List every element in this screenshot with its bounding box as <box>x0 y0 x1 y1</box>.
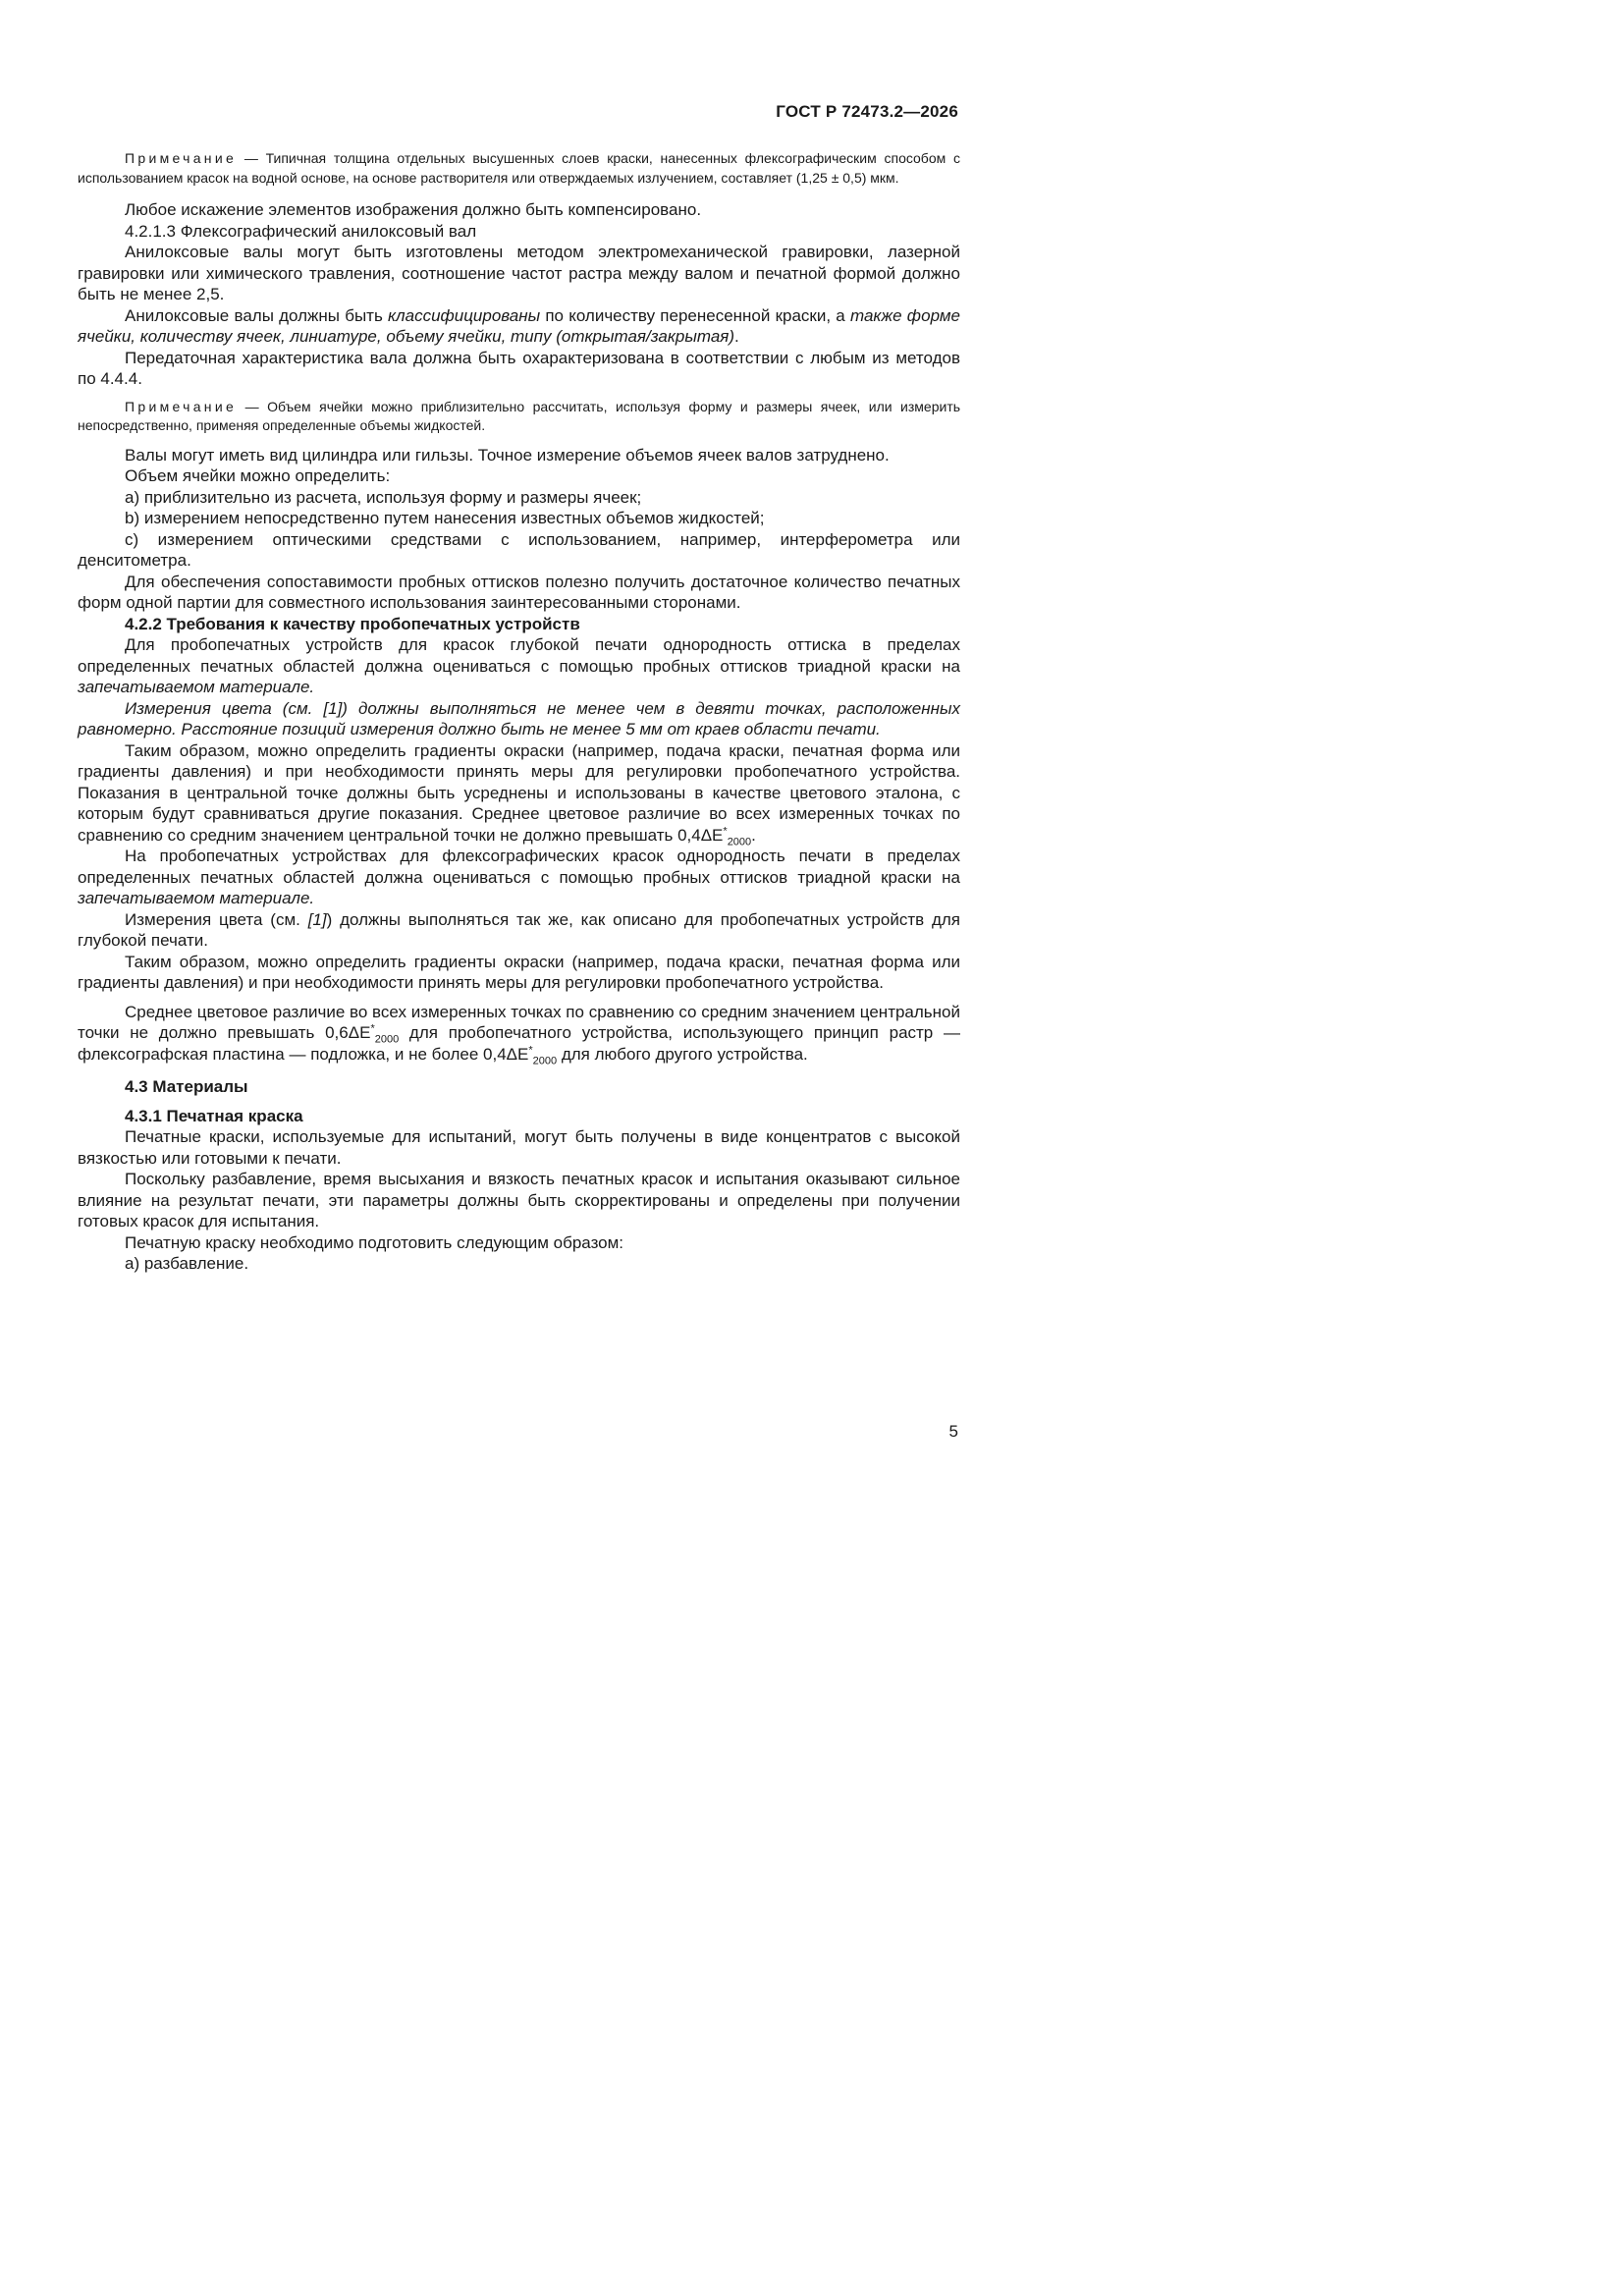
note-dash: — <box>244 398 259 414</box>
note-paragraph <box>78 398 960 436</box>
list-item: a) приблизительно из расчета, используя форму и размеры ячеек; <box>125 487 642 507</box>
paragraph <box>78 846 960 909</box>
italic-run: запечатываемом материале. <box>78 889 315 907</box>
document-code: ГОСТ Р 72473.2—2026 <box>776 102 958 121</box>
section-heading: 4.2.2 Требования к качеству пробопечатных устройств <box>125 614 580 633</box>
clause-heading: 4.2.1.3 Флексографический анилоксовый вал <box>125 221 477 241</box>
paragraph: Передаточная характеристика вала должна быть охарактеризована в соответствии с любым из методов по 4.4.4. <box>78 348 960 388</box>
note-label: Примечание <box>125 150 238 166</box>
paragraph <box>78 305 960 348</box>
text-run: На пробопечатных устройствах для флексографических красок однородность печати в пределах определенных печатных областей должна оцениваться с помощью пробных оттисков триадной краски на <box>78 847 960 887</box>
text-run: для пробопечатного устройства, использующего принцип растр — флексографская пластина — подложка, и не более 0,4 <box>78 1023 960 1064</box>
list-item: a) разбавление. <box>125 1254 249 1273</box>
italic-run: классифицированы <box>388 305 541 325</box>
note-text: Типичная толщина отдельных высушенных слоев краски, нанесенных флексографическим способом с использованием красок на водной основе, на основе растворителя или отверждаемых излучением, составляет (1,25 ± 0,5) мкм. <box>78 150 960 186</box>
text-run: по количеству перенесенной краски, а <box>540 305 850 325</box>
text-run: Таким образом, можно определить градиенты окраски (например, подача краски, печатная форма или градиенты давления) и при необходимости принять меры для регулировки пробопечатного устройства. Показания в центральной точке должны быть усреднены и использованы в качестве цветового эталона, с которым будут сравниваться другие показания. Среднее цветовое различие во всех измеренных точках по сравнению со средним значением центральной точки не должно превышать 0,4 <box>78 740 960 845</box>
italic-run: Измерения цвета (см. [1]) должны выполняться не менее чем в девяти точках, расположенных равномерно. Расстояние позиций измерения должно быть не менее 5 мм от краев области печати. <box>78 698 960 738</box>
note-label: Примечание <box>125 398 238 414</box>
paragraph <box>78 1002 960 1066</box>
italic-run: также форме ячейки, количеству ячеек, линиатуре, объему ячейки, типу (открытая/закрытая) <box>78 305 960 346</box>
text-run: . <box>751 825 756 845</box>
page-number: 5 <box>948 1422 958 1441</box>
paragraph: Поскольку разбавление, время высыхания и вязкость печатных красок и испытания оказывают сильное влияние на результат печати, эти параметры должны быть скорректированы и определены при получении готовых красок для испытания. <box>78 1170 960 1230</box>
delta-e-sup: * <box>723 824 728 837</box>
delta-e-text: ΔE <box>700 825 724 845</box>
section-heading: 4.3 Материалы <box>125 1077 248 1096</box>
paragraph <box>78 740 960 847</box>
paragraph: Анилоксовые валы могут быть изготовлены методом электромеханической гравировки, лазерной гравировки или химического травления, соотношение частот растра между валом и печатной формой должно быть не менее 2,5. <box>78 243 960 303</box>
paragraph: Для обеспечения сопоставимости пробных оттисков полезно получить достаточное количество печатных форм одной партии для совместного использования заинтересованными сторонами. <box>78 572 960 612</box>
delta-e-sub: 2000 <box>727 835 752 847</box>
paragraph: Валы могут иметь вид цилиндра или гильзы. Точное измерение объемов ячеек валов затруднено. <box>125 445 890 465</box>
paragraph: Объем ячейки можно определить: <box>125 466 391 485</box>
delta-e-sup: * <box>370 1022 375 1035</box>
document-page <box>0 0 1080 1528</box>
delta-e-text: ΔE <box>348 1023 371 1042</box>
page-body <box>78 149 960 1275</box>
italic-run: [1] <box>307 909 327 929</box>
text-run: Для пробопечатных устройств для красок глубокой печати однородность оттиска в пределах определенных печатных областей должна оцениваться с помощью пробных оттисков триадной краски на <box>78 635 960 676</box>
section-heading: 4.3.1 Печатная краска <box>125 1106 303 1125</box>
paragraph <box>78 698 960 740</box>
paragraph <box>78 909 960 952</box>
delta-e-sub: 2000 <box>532 1054 558 1066</box>
text-run: Среднее цветовое различие во всех измеренных точках по сравнению со средним значением центральной точки не должно превышать 0,6 <box>78 1002 960 1042</box>
paragraph: Печатные краски, используемые для испытаний, могут быть получены в виде концентратов с высокой вязкостью или готовыми к печати. <box>78 1127 960 1168</box>
note-text: Объем ячейки можно приблизительно рассчитать, используя форму и размеры ячеек, или измерить непосредственно, применяя определенные объемы жидкостей. <box>78 398 961 433</box>
note-paragraph <box>78 149 960 188</box>
italic-run: запечатываемом материале. <box>78 678 315 696</box>
list-item: b) измерением непосредственно путем нанесения известных объемов жидкостей; <box>125 509 765 527</box>
text-run: Анилоксовые валы должны быть <box>125 305 389 325</box>
delta-e-text: ΔE <box>506 1044 529 1064</box>
delta-e-sup: * <box>528 1043 533 1056</box>
list-item: c) измерением оптическими средствами с использованием, например, интерферометра или денситометра. <box>78 529 960 570</box>
note-dash: — <box>243 150 258 166</box>
paragraph: Таким образом, можно определить градиенты окраски (например, подача краски, печатная форма или градиенты давления) и при необходимости принять меры для регулировки пробопечатного устройства. <box>78 952 960 992</box>
delta-e-sub: 2000 <box>374 1033 400 1046</box>
text-run: для любого другого устройства. <box>557 1044 808 1064</box>
paragraph <box>78 634 960 698</box>
paragraph: Печатную краску необходимо подготовить следующим образом: <box>125 1232 624 1252</box>
text-run: Измерения цвета (см. <box>125 909 308 929</box>
delta-e-symbol <box>507 1045 557 1064</box>
text-run: ) должны выполняться так же, как описано для пробопечатных устройств для глубокой печати. <box>78 909 960 950</box>
delta-e-symbol <box>348 1022 400 1046</box>
delta-e-symbol <box>701 826 751 845</box>
text-run: . <box>734 327 739 346</box>
paragraph: Любое искажение элементов изображения должно быть компенсировано. <box>125 200 702 219</box>
